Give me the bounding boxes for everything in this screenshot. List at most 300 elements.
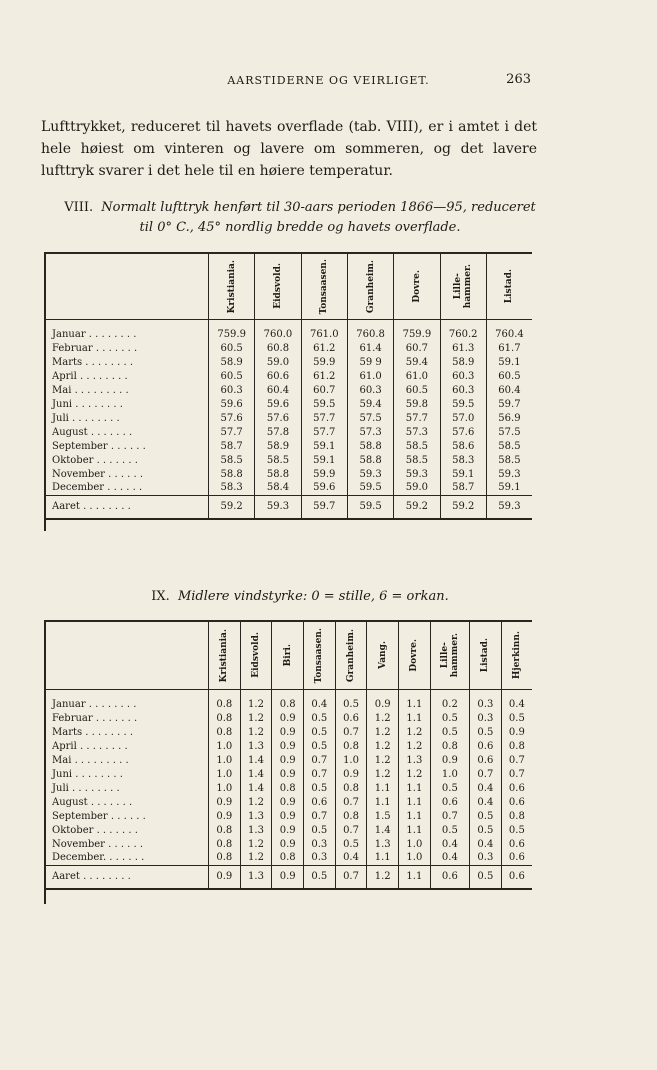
table-cell: 1.1 — [399, 865, 431, 889]
column-header — [394, 253, 440, 319]
column-header — [255, 253, 301, 319]
table-cell: 0.6 — [501, 851, 532, 865]
table-cell: 760.2 — [440, 327, 486, 341]
table-cell: 59.5 — [440, 397, 486, 411]
spacer-cell — [46, 689, 209, 697]
table-cell: 58.9 — [209, 355, 255, 369]
table-cell: 59.3 — [486, 495, 532, 519]
spacer-cell — [470, 689, 502, 697]
table-cell: 60.5 — [486, 369, 532, 383]
table-cell: 0.8 — [335, 739, 367, 753]
table-cell: 59.3 — [255, 495, 301, 519]
table-cell: 0.6 — [501, 781, 532, 795]
table-cell: 1.2 — [367, 865, 399, 889]
table-cell: 0.8 — [501, 739, 532, 753]
table-cell: 59.2 — [394, 495, 440, 519]
table-cell: 0.6 — [501, 865, 532, 889]
row-label: Februar . . . . . . . — [52, 342, 138, 354]
table-cell: 60.3 — [209, 383, 255, 397]
table-cell: 0.2 — [430, 697, 469, 711]
table-cell: 60.6 — [255, 369, 301, 383]
table-cell: 1.0 — [209, 739, 241, 753]
table-cell: 59.6 — [301, 481, 347, 495]
column-header-label: Vang. — [377, 641, 388, 670]
row-label: Juli . . . . . . . . — [52, 412, 120, 424]
table-cell: 1.0 — [209, 767, 241, 781]
column-header-label: Eidsvold. — [272, 263, 283, 310]
table-row — [46, 369, 532, 383]
table-cell: 0.4 — [430, 851, 469, 865]
spacer-cell — [440, 319, 486, 327]
row-label: Mai . . . . . . . . . — [52, 384, 129, 396]
row-label: September . . . . . . — [52, 810, 146, 822]
table-row — [46, 453, 532, 467]
spacer-cell — [430, 689, 469, 697]
spacer-row — [46, 319, 532, 327]
table-cell: 59.2 — [440, 495, 486, 519]
table-cell: 61.7 — [486, 341, 532, 355]
column-header-label: Lille- hammer. — [439, 633, 460, 678]
table-cell: 0.3 — [304, 851, 336, 865]
table-cell: 1.2 — [240, 837, 272, 851]
column-header — [272, 621, 304, 689]
column-header-label: Listad. — [480, 638, 491, 673]
table-cell: 57.8 — [255, 425, 301, 439]
table-cell: 61.2 — [301, 341, 347, 355]
column-header — [367, 621, 399, 689]
table-cell: 1.5 — [367, 809, 399, 823]
table-cell: 0.3 — [470, 711, 502, 725]
column-header-label: Hjerkinn. — [511, 631, 522, 680]
table-cell: 0.6 — [430, 865, 469, 889]
table-cell: 761.0 — [301, 327, 347, 341]
table-cell: 0.8 — [335, 809, 367, 823]
table-cell: 58.3 — [440, 453, 486, 467]
table-cell: 57.6 — [440, 425, 486, 439]
table-cell: 0.7 — [335, 823, 367, 837]
table-cell: 60.4 — [486, 383, 532, 397]
table-cell: 0.6 — [304, 795, 336, 809]
table-cell: 0.8 — [209, 711, 241, 725]
table9-stub-header — [46, 621, 209, 689]
table-cell: 57.3 — [394, 425, 440, 439]
table-cell: 59.4 — [347, 397, 393, 411]
spacer-cell — [209, 319, 255, 327]
row-label: Marts . . . . . . . . — [52, 356, 133, 368]
row-label: Aaret . . . . . . . . — [46, 495, 209, 519]
table-row — [46, 341, 532, 355]
table-cell: 0.9 — [272, 725, 304, 739]
table-cell: 1.2 — [399, 725, 431, 739]
table-cell: 0.8 — [501, 809, 532, 823]
total-row — [46, 495, 532, 519]
table-cell: 0.5 — [430, 725, 469, 739]
column-header — [209, 253, 255, 319]
table-cell: 57.7 — [301, 425, 347, 439]
table-cell: 59.1 — [440, 467, 486, 481]
column-header-label: Granheim. — [346, 628, 357, 682]
table-cell: 1.1 — [399, 795, 431, 809]
table-cell: 0.3 — [470, 697, 502, 711]
table-cell: 58.9 — [255, 439, 301, 453]
table-cell: 0.4 — [501, 697, 532, 711]
table-cell: 59.2 — [209, 495, 255, 519]
table-row — [46, 851, 532, 865]
table-cell: 0.3 — [470, 851, 502, 865]
row-label: November . . . . . . — [52, 468, 144, 480]
table-cell: 0.6 — [501, 795, 532, 809]
table-cell: 1.2 — [240, 851, 272, 865]
table-cell: 1.2 — [240, 697, 272, 711]
spacer-cell — [501, 689, 532, 697]
table-cell: 760.4 — [486, 327, 532, 341]
table-cell: 0.9 — [272, 753, 304, 767]
table-cell: 59.9 — [301, 355, 347, 369]
table-cell: 0.5 — [430, 823, 469, 837]
spacer-cell — [394, 319, 440, 327]
table-cell: 0.5 — [470, 823, 502, 837]
table-cell: 57.5 — [347, 411, 393, 425]
table-cell: 0.3 — [304, 837, 336, 851]
table-cell: 0.9 — [272, 837, 304, 851]
table-cell: 1.0 — [399, 837, 431, 851]
row-label: Juni . . . . . . . . — [52, 768, 123, 780]
spacer-cell — [209, 689, 241, 697]
table-cell: 59.6 — [209, 397, 255, 411]
table-cell: 61.2 — [301, 369, 347, 383]
table-cell: 60.5 — [209, 341, 255, 355]
table-cell: 1.4 — [240, 781, 272, 795]
row-label: Oktober . . . . . . . — [52, 454, 138, 466]
table-cell: 60.7 — [394, 341, 440, 355]
table-cell: 0.6 — [470, 739, 502, 753]
table-cell: 0.7 — [304, 809, 336, 823]
spacer-cell — [255, 319, 301, 327]
column-header — [486, 253, 532, 319]
table-cell: 1.4 — [240, 767, 272, 781]
table-cell: 0.5 — [430, 781, 469, 795]
table-row — [46, 397, 532, 411]
spacer-row — [46, 689, 532, 697]
spacer-cell — [399, 689, 431, 697]
table-cell: 59.3 — [394, 467, 440, 481]
spacer-cell — [272, 689, 304, 697]
table-cell: 760.8 — [347, 327, 393, 341]
table-cell: 58.5 — [394, 453, 440, 467]
table-cell: 0.4 — [335, 851, 367, 865]
table-cell: 1.1 — [367, 795, 399, 809]
table-cell: 1.1 — [399, 823, 431, 837]
table-cell: 1.2 — [367, 739, 399, 753]
table-cell: 0.6 — [501, 837, 532, 851]
table-cell: 1.2 — [399, 739, 431, 753]
spacer-cell — [240, 689, 272, 697]
table-cell: 0.9 — [272, 739, 304, 753]
table-cell: 1.1 — [399, 711, 431, 725]
table-cell: 59.6 — [255, 397, 301, 411]
table-cell: 59.3 — [347, 467, 393, 481]
column-header-label: Tonsaasen. — [319, 258, 330, 314]
table-cell: 59.5 — [347, 495, 393, 519]
table-cell: 0.8 — [209, 725, 241, 739]
table-cell: 59.8 — [394, 397, 440, 411]
table-cell: 57.6 — [255, 411, 301, 425]
table-row — [46, 697, 532, 711]
table-cell: 0.5 — [304, 865, 336, 889]
row-label: Aaret . . . . . . . . — [46, 865, 209, 889]
table-cell: 0.4 — [470, 781, 502, 795]
table-cell: 0.8 — [272, 697, 304, 711]
table-cell: 59 9 — [347, 355, 393, 369]
table-row — [46, 739, 532, 753]
table-cell: 1.3 — [240, 823, 272, 837]
table-cell: 0.5 — [430, 711, 469, 725]
page-number: 263 — [506, 72, 531, 87]
table-row — [46, 725, 532, 739]
table-cell: 59.5 — [301, 397, 347, 411]
table-row — [46, 823, 532, 837]
table-cell: 60.5 — [209, 369, 255, 383]
table-cell: 0.7 — [501, 753, 532, 767]
table-cell: 1.2 — [367, 711, 399, 725]
table-cell: 1.0 — [209, 753, 241, 767]
intro-paragraph: Lufttrykket, reduceret til havets overflade (tab. VIII), er i amtet i det hele høiest om vinteren og lavere om sommeren, og det lavere lufttryk svarer i det hele til en høiere temperatur. — [41, 119, 537, 179]
table-cell: 0.6 — [470, 753, 502, 767]
row-label: September . . . . . . — [52, 440, 146, 452]
table-row — [46, 481, 532, 495]
table-cell: 1.1 — [399, 809, 431, 823]
table-cell: 60.4 — [255, 383, 301, 397]
table-cell: 1.2 — [367, 725, 399, 739]
column-header — [347, 253, 393, 319]
row-label: August . . . . . . . — [52, 796, 133, 808]
row-label: Februar . . . . . . . — [52, 712, 138, 724]
table-cell: 58.9 — [440, 355, 486, 369]
table-cell: 58.4 — [255, 481, 301, 495]
table-cell: 59.1 — [486, 481, 532, 495]
table-cell: 59.9 — [301, 467, 347, 481]
table-cell: 58.7 — [209, 439, 255, 453]
column-header-label: Eidsvold. — [251, 632, 261, 679]
table-cell: 1.1 — [367, 781, 399, 795]
column-header — [440, 253, 486, 319]
table-row — [46, 753, 532, 767]
table-cell: 0.9 — [272, 711, 304, 725]
table-cell: 0.5 — [335, 697, 367, 711]
table-cell: 0.5 — [470, 865, 502, 889]
row-label: April . . . . . . . . — [52, 370, 128, 382]
table-row — [46, 809, 532, 823]
spacer-cell — [301, 319, 347, 327]
column-header — [209, 621, 241, 689]
table9-number: IX. — [151, 589, 170, 604]
table-cell: 59.0 — [394, 481, 440, 495]
table-cell: 57.7 — [394, 411, 440, 425]
spacer-cell — [335, 689, 367, 697]
running-head: AARSTIDERNE OG VEIRLIGET. — [227, 74, 430, 87]
table-cell: 61.4 — [347, 341, 393, 355]
table-cell: 0.5 — [304, 711, 336, 725]
table-cell: 0.4 — [430, 837, 469, 851]
table9 — [46, 620, 532, 890]
column-header — [430, 621, 469, 689]
row-label: December. . . . . . . — [52, 852, 145, 864]
table-cell: 61.0 — [394, 369, 440, 383]
table-cell: 0.4 — [470, 837, 502, 851]
table-cell: 0.4 — [470, 795, 502, 809]
row-label: Januar . . . . . . . . — [52, 698, 137, 710]
table-cell: 0.7 — [335, 725, 367, 739]
table-cell: 59.1 — [486, 355, 532, 369]
table-cell: 1.3 — [240, 809, 272, 823]
table-cell: 58.5 — [209, 453, 255, 467]
table-cell: 57.7 — [301, 411, 347, 425]
table-cell: 759.9 — [394, 327, 440, 341]
spacer-cell — [367, 689, 399, 697]
table8 — [46, 252, 532, 520]
column-header — [240, 621, 272, 689]
table-cell: 57.6 — [209, 411, 255, 425]
table-cell: 59.4 — [394, 355, 440, 369]
column-header-label: Kristiania. — [219, 628, 230, 682]
table-cell: 0.9 — [335, 767, 367, 781]
row-label: Januar . . . . . . . . — [52, 328, 137, 340]
table-row — [46, 327, 532, 341]
table-cell: 59.5 — [347, 481, 393, 495]
table-cell: 759.9 — [209, 327, 255, 341]
table-row — [46, 781, 532, 795]
table-cell: 60.3 — [347, 383, 393, 397]
row-label: Oktober . . . . . . . — [52, 824, 138, 836]
table-cell: 0.9 — [272, 767, 304, 781]
column-header — [399, 621, 431, 689]
table8-stub-header — [46, 253, 209, 319]
table-cell: 1.3 — [367, 837, 399, 851]
table-cell: 0.9 — [501, 725, 532, 739]
spacer-cell — [46, 319, 209, 327]
table-cell: 61.3 — [440, 341, 486, 355]
table-cell: 58.8 — [209, 467, 255, 481]
row-label: Mai . . . . . . . . . — [52, 754, 129, 766]
column-header-label: Listad. — [504, 269, 515, 304]
table-cell: 1.1 — [367, 851, 399, 865]
table-cell: 59.1 — [301, 439, 347, 453]
table-cell: 1.0 — [430, 767, 469, 781]
table-cell: 0.9 — [272, 823, 304, 837]
table-cell: 58.8 — [347, 453, 393, 467]
table-cell: 1.3 — [240, 865, 272, 889]
table-cell: 0.9 — [209, 795, 241, 809]
table-cell: 57.7 — [209, 425, 255, 439]
table-row — [46, 383, 532, 397]
column-header-label: Tonsaasen. — [314, 627, 325, 683]
table-cell: 59.7 — [486, 397, 532, 411]
column-header-label: Granheim. — [365, 259, 376, 313]
table-cell: 0.7 — [501, 767, 532, 781]
table-cell: 0.8 — [272, 851, 304, 865]
table-cell: 60.7 — [301, 383, 347, 397]
table-cell: 0.5 — [501, 823, 532, 837]
column-header-label: Biri. — [282, 644, 293, 667]
table9-caption — [60, 587, 540, 607]
table-cell: 1.2 — [367, 767, 399, 781]
table-cell: 0.5 — [335, 837, 367, 851]
table-cell: 1.2 — [367, 753, 399, 767]
table-cell: 1.4 — [240, 753, 272, 767]
table-cell: 60.3 — [440, 383, 486, 397]
table-cell: 0.7 — [304, 767, 336, 781]
table-cell: 58.5 — [394, 439, 440, 453]
table-cell: 0.9 — [272, 809, 304, 823]
table-cell: 1.2 — [240, 711, 272, 725]
table-cell: 0.8 — [335, 781, 367, 795]
table-cell: 61.0 — [347, 369, 393, 383]
table-row — [46, 425, 532, 439]
table-cell: 58.3 — [209, 481, 255, 495]
table-cell: 0.5 — [304, 781, 336, 795]
total-row — [46, 865, 532, 889]
table-row — [46, 767, 532, 781]
table-row — [46, 355, 532, 369]
column-header-label: Kristiania. — [226, 259, 237, 313]
table8-caption — [60, 198, 540, 238]
table-cell: 0.8 — [209, 823, 241, 837]
table-cell: 1.0 — [399, 851, 431, 865]
table-cell: 57.5 — [486, 425, 532, 439]
table-cell: 760.0 — [255, 327, 301, 341]
table-cell: 57.3 — [347, 425, 393, 439]
row-label: Juli . . . . . . . . — [52, 782, 120, 794]
table-cell: 0.8 — [209, 851, 241, 865]
column-header-label: Dovre. — [411, 269, 422, 303]
table-cell: 59.1 — [301, 453, 347, 467]
column-header-label: Dovre. — [409, 638, 420, 672]
row-label: Marts . . . . . . . . — [52, 726, 133, 738]
column-header — [335, 621, 367, 689]
table-cell: 0.7 — [304, 753, 336, 767]
table-cell: 59.3 — [486, 467, 532, 481]
table-cell: 56.9 — [486, 411, 532, 425]
table-cell: 0.5 — [304, 725, 336, 739]
table-cell: 0.7 — [335, 865, 367, 889]
row-label: April . . . . . . . . — [52, 740, 128, 752]
row-label: December . . . . . . — [52, 482, 143, 494]
table-cell: 60.8 — [255, 341, 301, 355]
row-label: Juni . . . . . . . . — [52, 398, 123, 410]
column-header — [470, 621, 502, 689]
table-row — [46, 837, 532, 851]
table-row — [46, 711, 532, 725]
table-cell: 1.2 — [240, 725, 272, 739]
table-cell: 0.6 — [430, 795, 469, 809]
table-cell: 0.9 — [430, 753, 469, 767]
table-cell: 1.1 — [399, 781, 431, 795]
table-cell: 0.5 — [304, 823, 336, 837]
table-cell: 1.2 — [240, 795, 272, 809]
column-header-label: Lille- hammer. — [453, 264, 474, 309]
column-header — [301, 253, 347, 319]
table-cell: 0.9 — [367, 697, 399, 711]
table-cell: 0.9 — [209, 809, 241, 823]
column-header — [501, 621, 532, 689]
table-cell: 58.8 — [255, 467, 301, 481]
table-cell: 0.5 — [501, 711, 532, 725]
column-header — [304, 621, 336, 689]
table-cell: 1.2 — [399, 767, 431, 781]
table-cell: 0.9 — [272, 795, 304, 809]
table-row — [46, 411, 532, 425]
table-cell: 1.1 — [399, 697, 431, 711]
